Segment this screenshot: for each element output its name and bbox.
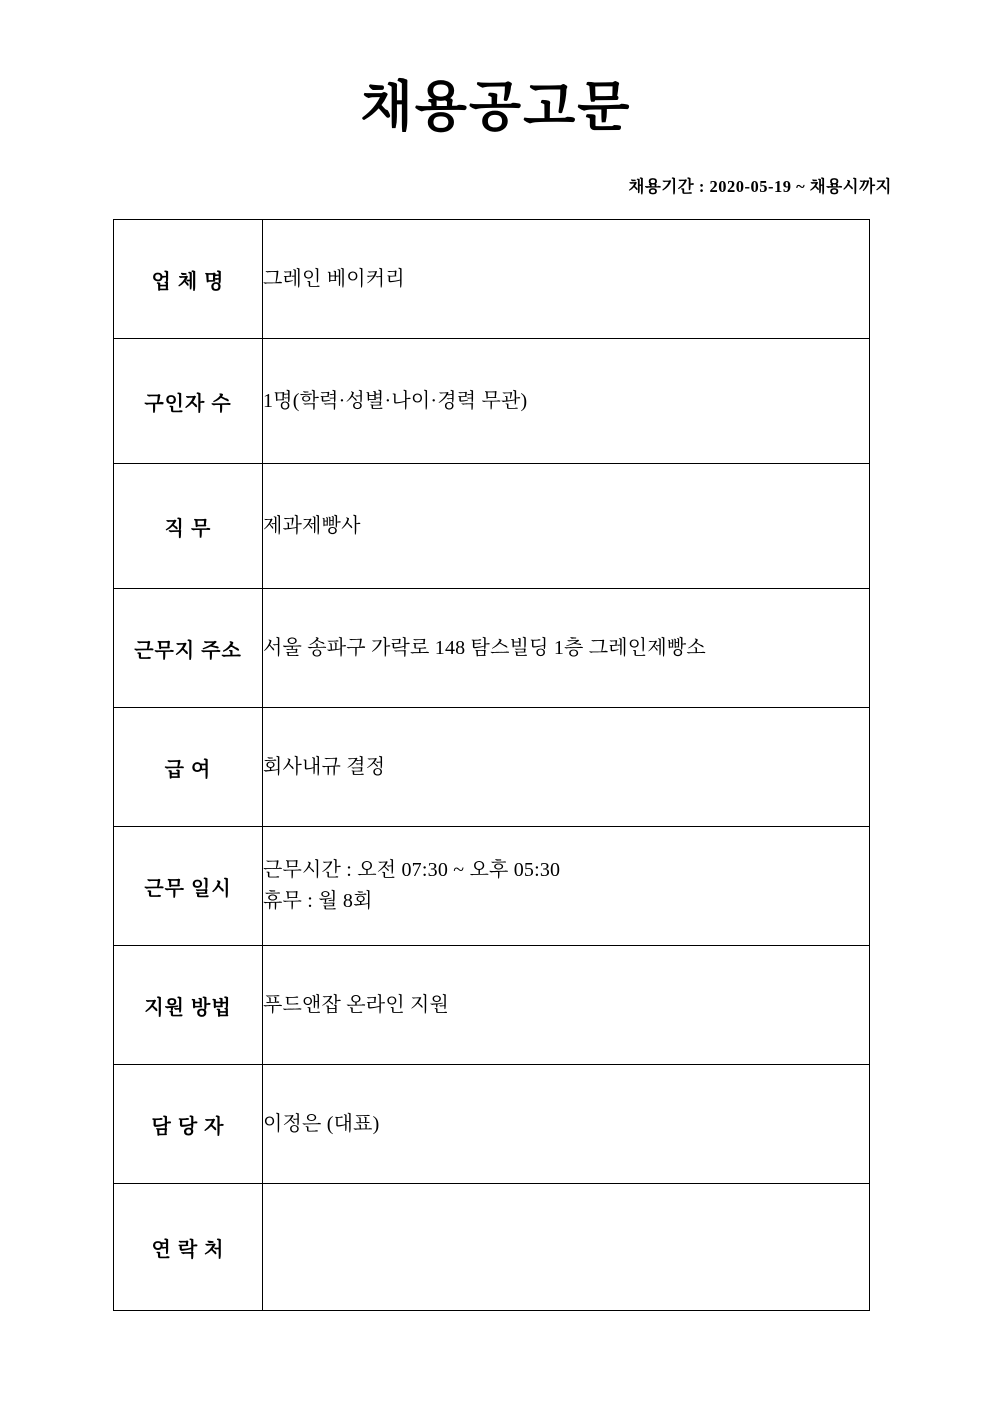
row-value-company-name [263,220,870,339]
value-line: 푸드앤잡 온라인 지원 [263,993,450,1016]
row-value-work-schedule [263,827,870,946]
value-line: 그레인 베이커리 [263,267,405,290]
value-line: 회사내규 결정 [263,755,386,778]
table-row [114,946,870,1065]
row-label-contact-info: 연 락 처 [114,1184,263,1311]
table-row [114,220,870,339]
row-label-headcount: 구인자 수 [114,339,263,464]
job-notice-table [113,219,870,1311]
row-value-work-address [263,589,870,708]
table-row [114,1184,870,1311]
recruitment-period: 채용기간 : 2020-05-19 ~ 채용시까지 [628,177,892,197]
row-label-job-duty: 직 무 [114,464,263,589]
table-row [114,708,870,827]
page-title: 채용공고문 [360,77,632,137]
value-line: 제과제빵사 [263,514,361,537]
row-value-contact-info [263,1184,870,1311]
row-label-work-schedule: 근무 일시 [114,827,263,946]
row-label-company-name: 업 체 명 [114,220,263,339]
table-row [114,589,870,708]
value-line: 서울 송파구 가락로 148 탐스빌딩 1층 그레인제빵소 [263,636,706,659]
table-row [114,1065,870,1184]
row-label-salary: 급 여 [114,708,263,827]
row-value-contact-person [263,1065,870,1184]
table-row [114,464,870,589]
row-label-apply-method: 지원 방법 [114,946,263,1065]
value-line: 1명(학력·성별·나이·경력 무관) [263,389,528,412]
value-line: 이정은 (대표) [263,1112,380,1135]
row-label-contact-person: 담 당 자 [114,1065,263,1184]
table-row [114,339,870,464]
value-line: 휴무 : 월 8회 [263,890,373,913]
row-label-work-address: 근무지 주소 [114,589,263,708]
row-value-headcount [263,339,870,464]
row-value-job-duty [263,464,870,589]
row-value-apply-method [263,946,870,1065]
value-line: 근무시간 : 오전 07:30 ~ 오후 05:30 [263,859,561,882]
table-row [114,827,870,946]
row-value-salary [263,708,870,827]
